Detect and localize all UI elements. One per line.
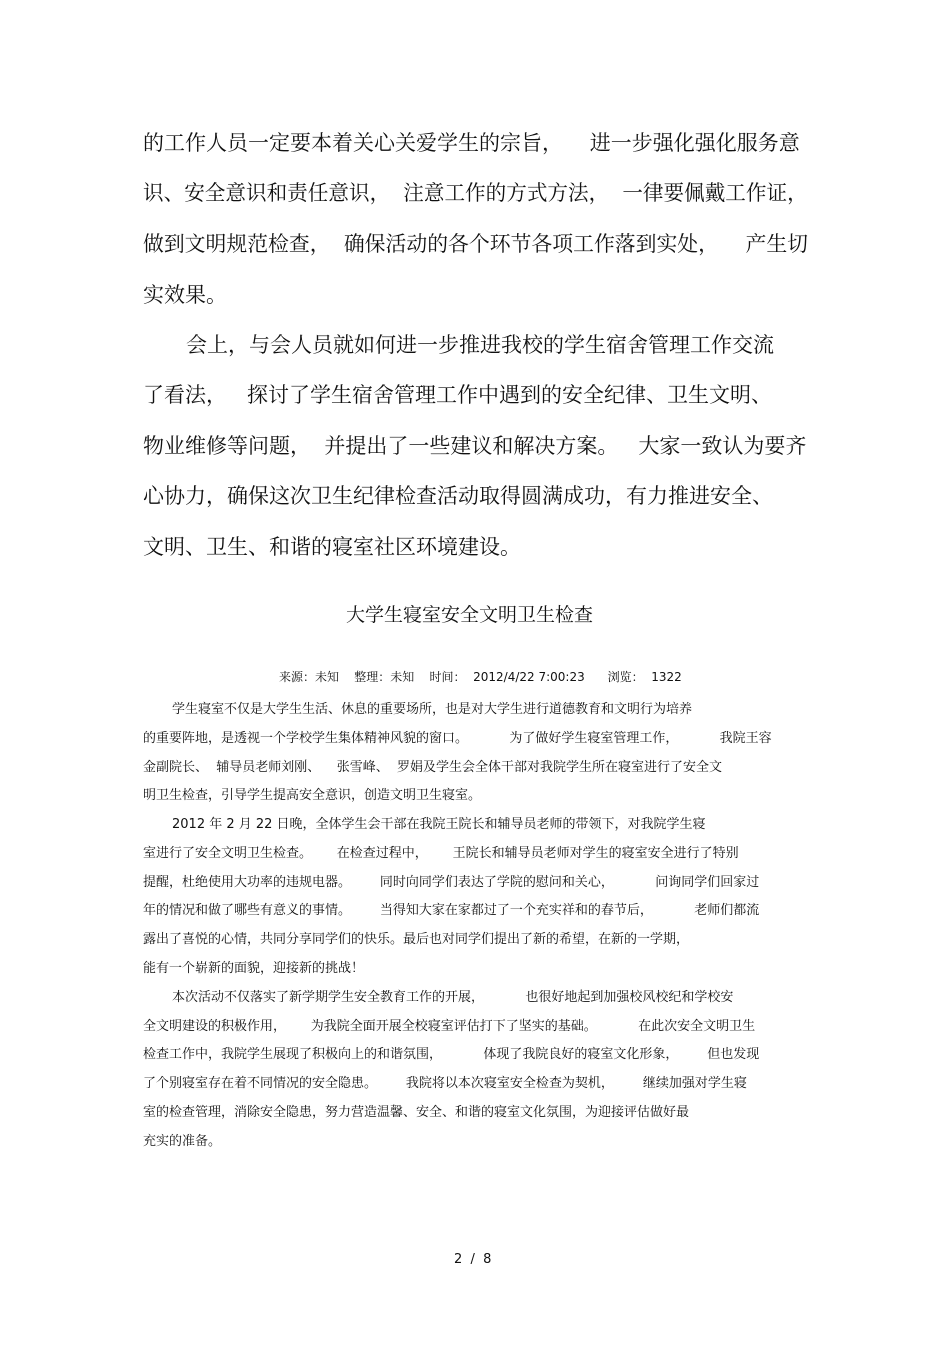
article-text-line: 本次活动不仅落实了新学期学生安全教育工作的开展， 也很好地起到加强校风校纪和学校安	[172, 990, 734, 1005]
body-text-line: 心协力，确保这次卫生纪律检查活动取得圆满成功，有力推进安全、	[143, 484, 773, 508]
article-text-line: 室的检查管理，消除安全隐患，努力营造温馨、安全、和谐的寝室文化氛围，为迎接评估做好最	[143, 1105, 690, 1120]
body-text-line: 的工作人员一定要本着关心关爱学生的宗旨， 进一步强化强化服务意	[143, 131, 800, 155]
article-text-line: 充实的准备。	[143, 1134, 222, 1149]
article-text-line: 的重要阵地，是透视一个学校学生集体精神风貌的窗口。 为了做好学生寝室管理工作， 我院王容	[143, 731, 772, 746]
article-text-line: 全文明建设的积极作用， 为我院全面开展全校寝室评估打下了坚实的基础。 在此次安全文明卫生	[143, 1019, 756, 1034]
article-text-line: 检查工作中，我院学生展现了积极向上的和谐氛围， 体现了我院良好的寝室文化形象， 但也发现	[143, 1047, 760, 1062]
article-text-line: 露出了喜悦的心情，共同分享同学们的快乐。最后也对同学们提出了新的希望，在新的一学期，	[143, 932, 690, 947]
body-text-line: 了看法， 探讨了学生宿舍管理工作中遇到的安全纪律、卫生文明、	[143, 383, 773, 407]
article-text-line: 能有一个崭新的面貌，迎接新的挑战！	[143, 961, 365, 976]
body-text-line: 文明、卫生、和谐的寝室社区环境建设。	[143, 535, 521, 559]
article-text-line: 学生寝室不仅是大学生生活、休息的重要场所，也是对大学生进行道德教育和文明行为培养	[172, 702, 693, 717]
article-text-line: 室进行了安全文明卫生检查。 在检查过程中， 王院长和辅导员老师对学生的寝室安全进行了特别	[143, 846, 739, 861]
article-text-line: 2012 年 2 月 22 日晚，全体学生会干部在我院王院长和辅导员老师的带领下，对我院学生寝	[172, 817, 706, 832]
body-text-line: 实效果。	[143, 283, 227, 307]
body-text-line: 识、安全意识和责任意识， 注意工作的方式方法， 一律要佩戴工作证，	[143, 181, 808, 205]
article-text-line: 了个别寝室存在着不同情况的安全隐患。 我院将以本次寝室安全检查为契机， 继续加强对学生寝	[143, 1076, 747, 1091]
body-text-line: 会上，与会人员就如何进一步推进我校的学生宿舍管理工作交流	[186, 333, 774, 357]
body-text-line: 物业维修等问题， 并提出了一些建议和解决方案。 大家一致认为要齐	[143, 434, 807, 458]
page-number: 2 / 8	[454, 1252, 492, 1267]
article-title: 大学生寝室安全文明卫生检查	[346, 604, 594, 626]
article-text-line: 提醒，杜绝使用大功率的违规电器。 同时向同学们表达了学院的慰问和关心， 问询同学们回家过	[143, 875, 760, 890]
body-text-line: 做到文明规范检查， 确保活动的各个环节各项工作落到实处， 产生切	[143, 232, 809, 256]
article-text-line: 年的情况和做了哪些有意义的事情。 当得知大家在家都过了一个充实祥和的春节后， 老师们都流	[143, 903, 760, 918]
article-text-line: 明卫生检查，引导学生提高安全意识，创造文明卫生寝室。	[143, 788, 482, 803]
article-text-line: 金副院长、 辅导员老师刘刚、 张雪峰、 罗娟及学生会全体干部对我院学生所在寝室进行了安全文	[143, 760, 723, 775]
article-meta: 来源：未知 整理：未知 时间： 2012/4/22 7:00:23 浏览： 1322	[279, 670, 682, 684]
